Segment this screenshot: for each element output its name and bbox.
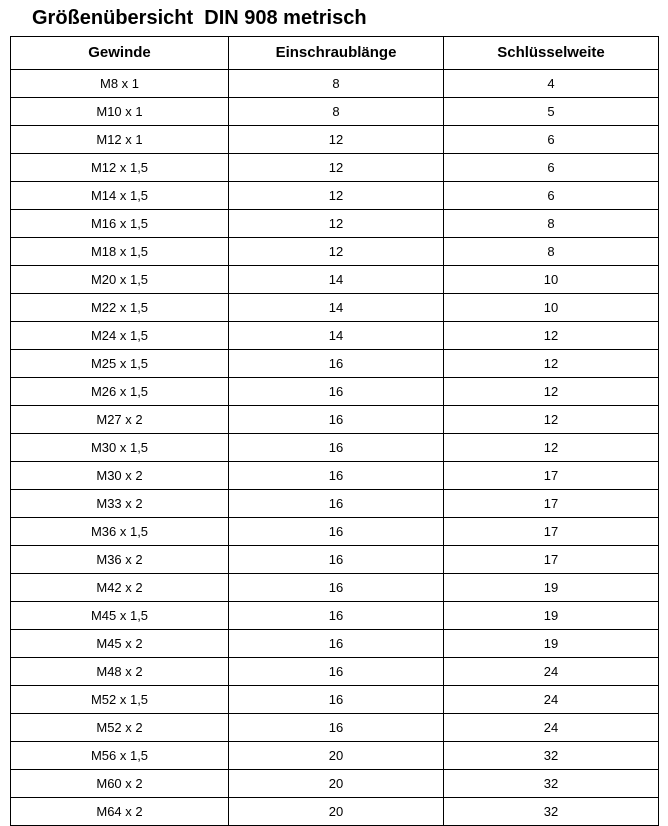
table-row [11, 70, 659, 98]
cell-thread: M36 x 2 [11, 546, 229, 574]
column-header-wrench-size: Schlüsselweite [444, 37, 659, 70]
cell-thread: M45 x 1,5 [11, 602, 229, 630]
cell-wrench-size: 10 [444, 294, 659, 322]
cell-thread: M24 x 1,5 [11, 322, 229, 350]
cell-screw-in-length: 12 [229, 238, 444, 266]
cell-wrench-size: 8 [444, 238, 659, 266]
cell-wrench-size: 17 [444, 518, 659, 546]
table-row [11, 574, 659, 602]
table-row [11, 798, 659, 826]
table-row [11, 126, 659, 154]
cell-thread: M42 x 2 [11, 574, 229, 602]
table-header [11, 37, 659, 70]
table-row [11, 322, 659, 350]
table-row [11, 490, 659, 518]
cell-thread: M26 x 1,5 [11, 378, 229, 406]
cell-screw-in-length: 16 [229, 630, 444, 658]
size-overview-table [10, 36, 659, 826]
table-row [11, 182, 659, 210]
table-row [11, 546, 659, 574]
table-row [11, 630, 659, 658]
table-body [11, 70, 659, 826]
cell-thread: M56 x 1,5 [11, 742, 229, 770]
cell-screw-in-length: 16 [229, 546, 444, 574]
cell-thread: M30 x 2 [11, 462, 229, 490]
cell-thread: M12 x 1,5 [11, 154, 229, 182]
cell-wrench-size: 19 [444, 602, 659, 630]
cell-wrench-size: 17 [444, 546, 659, 574]
cell-thread: M33 x 2 [11, 490, 229, 518]
cell-wrench-size: 8 [444, 210, 659, 238]
cell-screw-in-length: 14 [229, 266, 444, 294]
cell-wrench-size: 17 [444, 462, 659, 490]
table-row [11, 658, 659, 686]
table-row [11, 350, 659, 378]
cell-wrench-size: 12 [444, 350, 659, 378]
cell-thread: M64 x 2 [11, 798, 229, 826]
cell-screw-in-length: 12 [229, 210, 444, 238]
table-row [11, 518, 659, 546]
cell-thread: M30 x 1,5 [11, 434, 229, 462]
cell-screw-in-length: 16 [229, 490, 444, 518]
cell-thread: M18 x 1,5 [11, 238, 229, 266]
table-row [11, 462, 659, 490]
cell-screw-in-length: 16 [229, 406, 444, 434]
cell-wrench-size: 24 [444, 658, 659, 686]
cell-thread: M16 x 1,5 [11, 210, 229, 238]
cell-screw-in-length: 16 [229, 658, 444, 686]
cell-wrench-size: 32 [444, 798, 659, 826]
cell-screw-in-length: 16 [229, 574, 444, 602]
cell-screw-in-length: 8 [229, 98, 444, 126]
cell-screw-in-length: 20 [229, 742, 444, 770]
cell-thread: M52 x 2 [11, 714, 229, 742]
cell-screw-in-length: 16 [229, 602, 444, 630]
cell-thread: M48 x 2 [11, 658, 229, 686]
cell-screw-in-length: 16 [229, 462, 444, 490]
cell-thread: M25 x 1,5 [11, 350, 229, 378]
cell-thread: M36 x 1,5 [11, 518, 229, 546]
cell-screw-in-length: 16 [229, 350, 444, 378]
table-row [11, 714, 659, 742]
cell-screw-in-length: 12 [229, 154, 444, 182]
cell-wrench-size: 19 [444, 574, 659, 602]
cell-thread: M10 x 1 [11, 98, 229, 126]
table-row [11, 98, 659, 126]
cell-screw-in-length: 20 [229, 798, 444, 826]
cell-thread: M14 x 1,5 [11, 182, 229, 210]
table-row [11, 686, 659, 714]
cell-wrench-size: 5 [444, 98, 659, 126]
table-row [11, 154, 659, 182]
cell-wrench-size: 4 [444, 70, 659, 98]
cell-wrench-size: 24 [444, 686, 659, 714]
cell-screw-in-length: 16 [229, 714, 444, 742]
cell-wrench-size: 6 [444, 182, 659, 210]
cell-screw-in-length: 16 [229, 434, 444, 462]
cell-wrench-size: 17 [444, 490, 659, 518]
cell-screw-in-length: 12 [229, 126, 444, 154]
cell-thread: M45 x 2 [11, 630, 229, 658]
cell-screw-in-length: 14 [229, 322, 444, 350]
column-header-screw-in-length: Einschraublänge [229, 37, 444, 70]
cell-screw-in-length: 16 [229, 518, 444, 546]
cell-wrench-size: 32 [444, 770, 659, 798]
cell-thread: M12 x 1 [11, 126, 229, 154]
cell-screw-in-length: 16 [229, 686, 444, 714]
table-row [11, 602, 659, 630]
table-row [11, 406, 659, 434]
cell-screw-in-length: 12 [229, 182, 444, 210]
table-row [11, 770, 659, 798]
cell-screw-in-length: 14 [229, 294, 444, 322]
cell-wrench-size: 24 [444, 714, 659, 742]
table-row [11, 434, 659, 462]
cell-wrench-size: 12 [444, 406, 659, 434]
cell-thread: M8 x 1 [11, 70, 229, 98]
table-row [11, 210, 659, 238]
cell-thread: M20 x 1,5 [11, 266, 229, 294]
cell-wrench-size: 10 [444, 266, 659, 294]
cell-wrench-size: 12 [444, 434, 659, 462]
cell-thread: M22 x 1,5 [11, 294, 229, 322]
cell-wrench-size: 19 [444, 630, 659, 658]
cell-screw-in-length: 16 [229, 378, 444, 406]
cell-thread: M27 x 2 [11, 406, 229, 434]
page-title: Größenübersicht DIN 908 metrisch [32, 7, 367, 29]
column-header-thread: Gewinde [11, 37, 229, 70]
table-row [11, 742, 659, 770]
cell-screw-in-length: 8 [229, 70, 444, 98]
table-row [11, 294, 659, 322]
cell-wrench-size: 32 [444, 742, 659, 770]
cell-wrench-size: 6 [444, 154, 659, 182]
cell-thread: M52 x 1,5 [11, 686, 229, 714]
cell-thread: M60 x 2 [11, 770, 229, 798]
table-row [11, 378, 659, 406]
cell-wrench-size: 12 [444, 378, 659, 406]
cell-wrench-size: 6 [444, 126, 659, 154]
cell-wrench-size: 12 [444, 322, 659, 350]
table-row [11, 266, 659, 294]
table-header-row [11, 37, 659, 70]
table-row [11, 238, 659, 266]
cell-screw-in-length: 20 [229, 770, 444, 798]
